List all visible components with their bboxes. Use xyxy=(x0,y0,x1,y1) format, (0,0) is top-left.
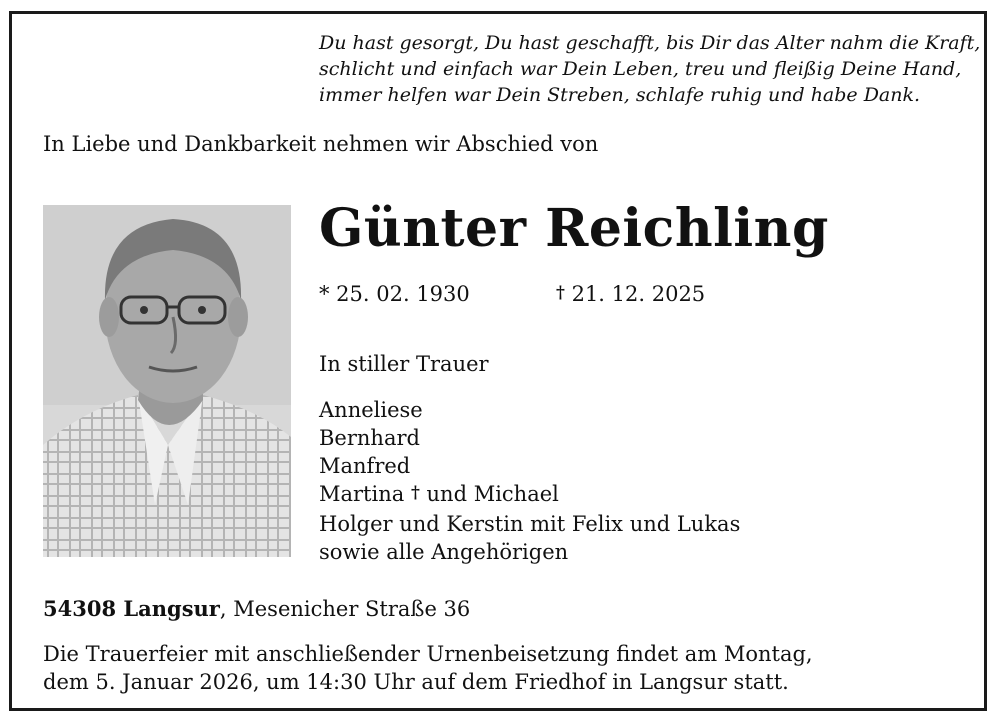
family-list xyxy=(319,396,740,566)
poem-line: schlicht und einfach war Dein Leben, treu und fleißig Deine Hand, xyxy=(319,58,962,80)
cross-icon: † xyxy=(410,483,420,503)
family-member-rest: und Michael xyxy=(426,482,559,506)
family-member: Manfred xyxy=(319,454,411,478)
intro-text: In Liebe und Dankbarkeit nehmen wir Abschied von xyxy=(43,132,599,156)
funeral-notice xyxy=(43,640,813,696)
address-separator: , xyxy=(219,597,227,621)
family-member: sowie alle Angehörigen xyxy=(319,540,569,564)
notice-line: dem 5. Januar 2026, um 14:30 Uhr auf dem Friedhof in Langsur statt. xyxy=(43,670,789,694)
poem-line: Du hast gesorgt, Du hast geschafft, bis Dir das Alter nahm die Kraft, xyxy=(319,32,981,54)
address-street: Mesenicher Straße 36 xyxy=(233,597,471,621)
poem xyxy=(319,30,980,108)
mourning-label: In stiller Trauer xyxy=(319,352,489,376)
notice-line: Die Trauerfeier mit anschließender Urnenbeisetzung findet am Montag, xyxy=(43,642,813,666)
family-member: Bernhard xyxy=(319,426,420,450)
deceased-name: Günter Reichling xyxy=(319,198,829,259)
address-place: 54308 Langsur xyxy=(43,596,220,621)
family-member xyxy=(319,480,740,510)
family-member-name: Martina xyxy=(319,482,405,506)
death-date xyxy=(556,282,705,306)
death-date-value: 21. 12. 2025 xyxy=(571,282,706,306)
cross-icon: † xyxy=(556,283,565,303)
family-member: Anneliese xyxy=(319,398,423,422)
portrait-photo xyxy=(43,205,291,557)
birth-date: * 25. 02. 1930 xyxy=(319,282,470,306)
address xyxy=(43,596,470,621)
poem-line: immer helfen war Dein Streben, schlafe ruhig und habe Dank. xyxy=(319,84,921,106)
family-member: Holger und Kerstin mit Felix und Lukas xyxy=(319,512,741,536)
